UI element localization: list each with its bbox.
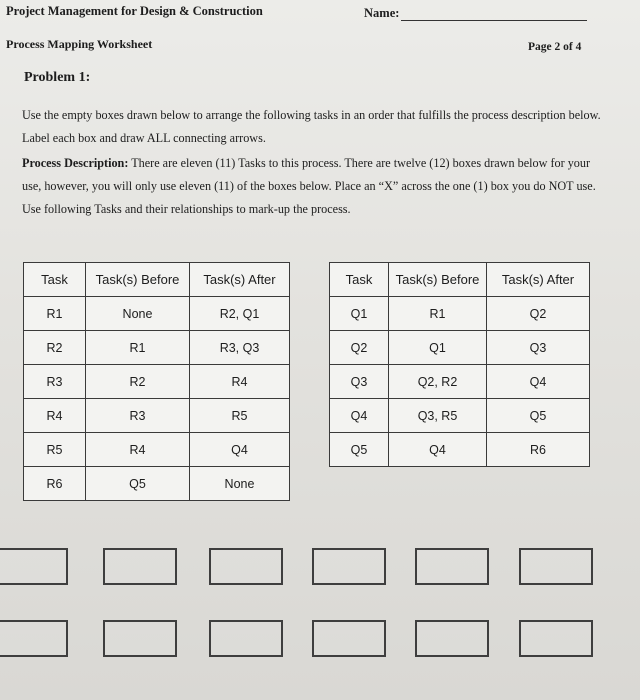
table-header-row — [330, 263, 590, 297]
task-cell: R2 — [24, 331, 86, 365]
course-title: Project Management for Design & Construction — [6, 4, 263, 18]
table-row — [330, 433, 590, 467]
description-label: Process Description: — [22, 156, 129, 170]
task-cell: Q4 — [330, 399, 389, 433]
table-row — [24, 467, 290, 501]
after-cell: Q4 — [487, 365, 590, 399]
task-cell: Q2 — [330, 331, 389, 365]
empty-process-box[interactable] — [519, 620, 593, 657]
after-cell: R3, Q3 — [190, 331, 290, 365]
before-cell: None — [86, 297, 190, 331]
empty-process-box[interactable] — [0, 620, 68, 657]
empty-process-box[interactable] — [209, 620, 283, 657]
before-cell: R1 — [86, 331, 190, 365]
table-row — [24, 433, 290, 467]
task-cell: Q5 — [330, 433, 389, 467]
before-cell: Q5 — [86, 467, 190, 501]
empty-process-box[interactable] — [312, 548, 386, 585]
q-tasks-table — [329, 262, 590, 467]
r-tasks-table — [23, 262, 290, 501]
before-cell: R2 — [86, 365, 190, 399]
before-cell: R1 — [389, 297, 487, 331]
after-cell: Q5 — [487, 399, 590, 433]
after-cell: R6 — [487, 433, 590, 467]
after-cell: R5 — [190, 399, 290, 433]
empty-process-box[interactable] — [103, 548, 177, 585]
header-before: Task(s) Before — [389, 263, 487, 297]
after-cell: Q4 — [190, 433, 290, 467]
task-cell: R5 — [24, 433, 86, 467]
table-row — [24, 297, 290, 331]
empty-process-box[interactable] — [0, 548, 68, 585]
task-cell: R1 — [24, 297, 86, 331]
table-row — [24, 399, 290, 433]
task-cell: Q3 — [330, 365, 389, 399]
before-cell: R4 — [86, 433, 190, 467]
before-cell: Q1 — [389, 331, 487, 365]
worksheet-title: Process Mapping Worksheet — [6, 37, 153, 51]
after-cell: R2, Q1 — [190, 297, 290, 331]
table-row — [24, 331, 290, 365]
table-row — [330, 365, 590, 399]
empty-process-box[interactable] — [415, 548, 489, 585]
before-cell: Q3, R5 — [389, 399, 487, 433]
table-row — [330, 399, 590, 433]
page-number: Page 2 of 4 — [528, 41, 582, 53]
empty-process-box[interactable] — [415, 620, 489, 657]
table-row — [24, 365, 290, 399]
problem-heading: Problem 1: — [24, 70, 91, 85]
before-cell: Q2, R2 — [389, 365, 487, 399]
table-row — [330, 331, 590, 365]
after-cell: Q2 — [487, 297, 590, 331]
before-cell: Q4 — [389, 433, 487, 467]
header-task: Task — [24, 263, 86, 297]
empty-process-box[interactable] — [519, 548, 593, 585]
after-cell: R4 — [190, 365, 290, 399]
empty-process-box[interactable] — [312, 620, 386, 657]
task-cell: Q1 — [330, 297, 389, 331]
header-after: Task(s) After — [487, 263, 590, 297]
process-description — [22, 152, 607, 221]
header-after: Task(s) After — [190, 263, 290, 297]
after-cell: None — [190, 467, 290, 501]
task-cell: R3 — [24, 365, 86, 399]
before-cell: R3 — [86, 399, 190, 433]
task-cell: R6 — [24, 467, 86, 501]
task-cell: R4 — [24, 399, 86, 433]
table-row — [330, 297, 590, 331]
problem-intro: Use the empty boxes drawn below to arrange the following tasks in an order that fulfills the process description below. Label each box and draw ALL connecting arrows. — [22, 108, 601, 145]
header-before: Task(s) Before — [86, 263, 190, 297]
header-task: Task — [330, 263, 389, 297]
after-cell: Q3 — [487, 331, 590, 365]
empty-process-box[interactable] — [209, 548, 283, 585]
description-text: There are eleven (11) Tasks to this process. There are twelve (12) boxes drawn below for your use, however, you will only use eleven (11) of the boxes below. Place an “X” across the one (1) box you do NOT use. Use following Tasks and their relationships to mark-up the process. — [22, 156, 596, 216]
name-label: Name: — [364, 6, 400, 20]
name-line[interactable] — [401, 20, 587, 21]
empty-process-box[interactable] — [103, 620, 177, 657]
table-header-row — [24, 263, 290, 297]
